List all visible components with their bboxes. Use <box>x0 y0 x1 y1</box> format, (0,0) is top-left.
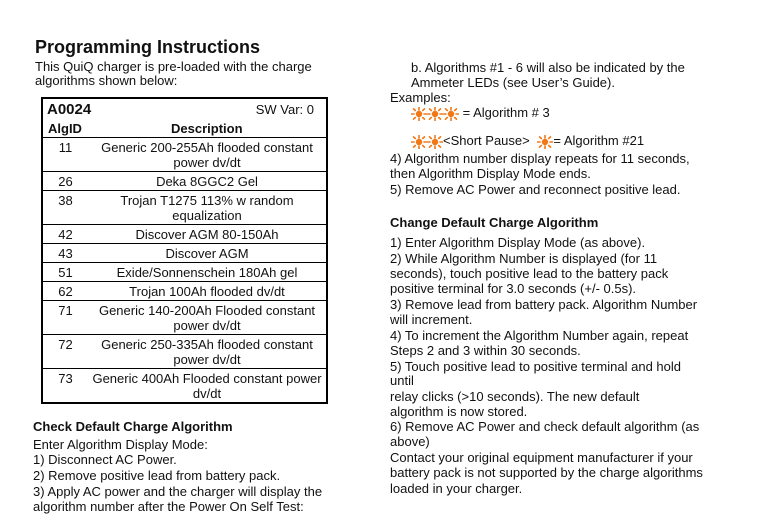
algorithm-table <box>41 97 328 404</box>
alg-description-line: Trojan T1275 113% w random <box>120 193 294 208</box>
alg-description <box>88 263 327 282</box>
table-row <box>42 282 327 301</box>
table-row <box>42 191 327 225</box>
change-line: 1) Enter Algorithm Display Mode (as above). <box>390 235 646 250</box>
alg-description <box>88 335 327 369</box>
change-line: until <box>390 373 414 388</box>
change-line: loaded in your charger. <box>390 481 523 496</box>
alg-id: 72 <box>42 335 88 369</box>
alg-description-line: Generic 400Ah Flooded constant power <box>92 371 322 386</box>
change-line: algorithm is now stored. <box>390 404 528 419</box>
alg-description-line: Trojan 100Ah flooded dv/dt <box>129 284 285 299</box>
alg-id: 26 <box>42 172 88 191</box>
alg-description <box>88 191 327 225</box>
alg-description-line: Generic 200-255Ah flooded constant <box>101 140 313 155</box>
change-line: relay clicks (>10 seconds). The new default <box>390 389 640 404</box>
table-row <box>42 263 327 282</box>
check-line: 1) Disconnect AC Power. <box>33 452 177 467</box>
change-line: Steps 2 and 3 within 30 seconds. <box>390 343 581 358</box>
check-line: Enter Algorithm Display Mode: <box>33 437 208 452</box>
alg-id: 38 <box>42 191 88 225</box>
table-row <box>42 138 327 172</box>
led-flash-icon <box>411 107 427 121</box>
alg-description-line: Deka 8GGC2 Gel <box>156 174 258 189</box>
table-code: A0024 <box>47 101 92 118</box>
change-line: 4) To increment the Algorithm Number again, repeat <box>390 328 689 343</box>
col-header-algid: AlgID <box>48 121 82 136</box>
change-line: 3) Remove lead from battery pack. Algorithm Number <box>390 297 698 312</box>
change-line: positive terminal for 3.0 seconds (+/- 0.5s). <box>390 281 637 296</box>
check-line: algorithm number after the Power On Self Test: <box>33 499 304 514</box>
alg-description-line: Generic 250-335Ah flooded constant <box>101 337 313 352</box>
example-1 <box>411 105 550 121</box>
change-line: seconds), touch positive lead to the battery pack <box>390 266 669 281</box>
table-row <box>42 225 327 244</box>
page-title: Programming Instructions <box>35 37 261 57</box>
led-flash-icon <box>537 135 553 149</box>
alg-description <box>88 244 327 263</box>
alg-description-line: power dv/dt <box>173 155 241 170</box>
alg-description <box>88 138 327 172</box>
alg-description-line: Generic 140-200Ah Flooded constant <box>98 303 316 318</box>
table-row <box>42 172 327 191</box>
alg-id: 11 <box>42 138 88 172</box>
right-line: Ammeter LEDs (see User’s Guide). <box>411 75 615 90</box>
change-line: 6) Remove AC Power and check default algorithm (as <box>390 419 700 434</box>
alg-description-line: power dv/dt <box>173 318 241 333</box>
intro-line: This QuiQ charger is pre-loaded with the charge <box>35 59 312 74</box>
step-line: 4) Algorithm number display repeats for 11 seconds, <box>390 151 690 166</box>
change-line: will increment. <box>390 312 473 327</box>
right-line: b. Algorithms #1 - 6 will also be indicated by the <box>411 60 685 75</box>
col-header-description: Description <box>171 121 243 136</box>
example-2 <box>411 133 644 149</box>
alg-description <box>88 172 327 191</box>
alg-id: 51 <box>42 263 88 282</box>
alg-description-line: dv/dt <box>192 386 222 401</box>
table-header <box>43 99 326 137</box>
alg-description <box>88 301 327 335</box>
alg-id: 62 <box>42 282 88 301</box>
table-row <box>42 369 327 404</box>
alg-id: 71 <box>42 301 88 335</box>
alg-description <box>88 282 327 301</box>
change-heading: Change Default Charge Algorithm <box>390 215 599 230</box>
example-2-text: = Algorithm #21 <box>553 133 645 148</box>
check-heading: Check Default Charge Algorithm <box>33 419 233 434</box>
change-line: battery pack is not supported by the charge algorithms <box>390 465 703 480</box>
change-line: above) <box>390 434 430 449</box>
change-line: 5) Touch positive lead to positive terminal and hold <box>390 359 681 374</box>
check-line: 2) Remove positive lead from battery pack. <box>33 468 281 483</box>
change-line: 2) While Algorithm Number is displayed (for 11 <box>390 251 658 266</box>
led-flash-icon <box>411 135 427 149</box>
table-row <box>42 335 327 369</box>
examples-label: Examples: <box>390 90 451 105</box>
alg-id: 42 <box>42 225 88 244</box>
example-1-text: = Algorithm # 3 <box>462 105 550 120</box>
alg-id: 73 <box>42 369 88 404</box>
led-flash-icon <box>443 107 459 121</box>
sw-var: SW Var: 0 <box>255 102 314 117</box>
alg-description <box>88 225 327 244</box>
alg-description-line: Exide/Sonnenschein 180Ah gel <box>116 265 298 280</box>
table-row <box>42 244 327 263</box>
alg-description-line: equalization <box>172 208 242 223</box>
alg-description <box>88 369 327 404</box>
intro-line: algorithms shown below: <box>35 73 178 88</box>
alg-description-line: Discover AGM 80-150Ah <box>135 227 279 242</box>
check-line: 3) Apply AC power and the charger will display the <box>33 484 323 499</box>
led-flash-icon <box>427 135 443 149</box>
led-flash-icon <box>427 107 443 121</box>
short-pause-text: <Short Pause> <box>443 133 530 148</box>
step-line: 5) Remove AC Power and reconnect positive lead. <box>390 182 681 197</box>
step-line: then Algorithm Display Mode ends. <box>390 166 591 181</box>
alg-description-line: Discover AGM <box>165 246 249 261</box>
alg-id: 43 <box>42 244 88 263</box>
alg-description-line: power dv/dt <box>173 352 241 367</box>
change-line: Contact your original equipment manufacturer if your <box>390 450 693 465</box>
table-row <box>42 301 327 335</box>
